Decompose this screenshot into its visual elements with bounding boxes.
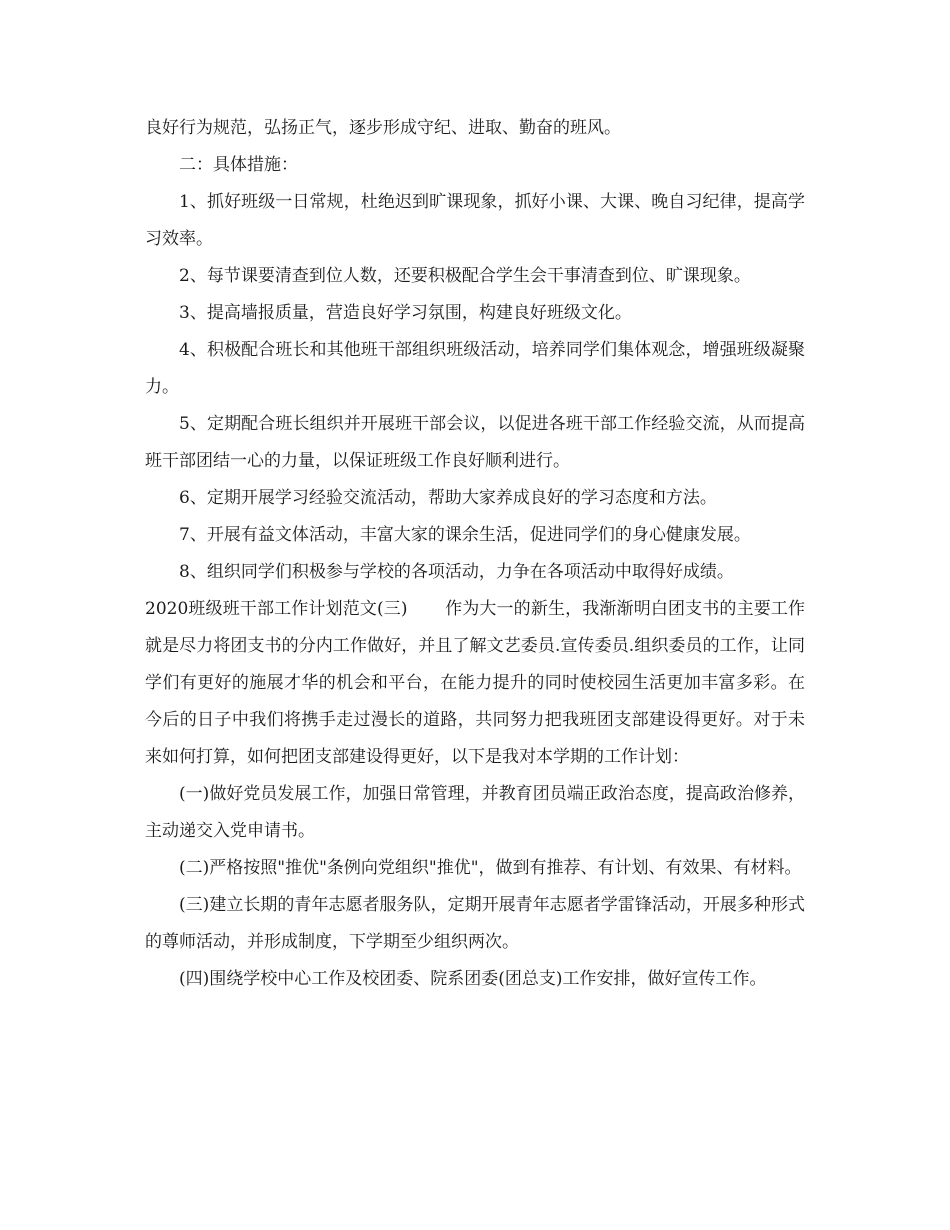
measure-item: 1、抓好班级一日常规，杜绝迟到旷课现象，抓好小课、大课、晚自习纪律，提高学习效率。 [145,192,805,249]
paragraph: 良好行为规范，弘扬正气，逐步形成守纪、进取、勤奋的班风。 [145,118,621,138]
plan-item: (四)围绕学校中心工作及校团委、院系团委(团总支)工作安排，做好宣传工作。 [179,969,767,989]
section-title: 2020班级班干部工作计划范文(三) [145,599,408,619]
document-page [145,110,805,998]
measure-item: 4、积极配合班长和其他班干部组织班级活动，培养同学们集体观念，增强班级凝聚力。 [145,340,805,397]
measure-item: 5、定期配合班长组织并开展班干部会议，以促进各班干部工作经验交流，从而提高班干部团结一心的力量，以保证班级工作良好顺利进行。 [145,414,805,471]
measure-item: 7、开展有益文体活动，丰富大家的课余生活，促进同学们的身心健康发展。 [179,525,751,545]
measure-item: 6、定期开展学习经验交流活动，帮助大家养成良好的学习态度和方法。 [179,488,717,508]
plan-item: (三)建立长期的青年志愿者服务队，定期开展青年志愿者学雷锋活动，开展多种形式的尊师活动，并形成制度，下学期至少组织两次。 [145,895,805,952]
measure-item: 8、组织同学们积极参与学校的各项活动，力争在各项活动中取得好成绩。 [179,562,734,582]
measure-item: 2、每节课要清查到位人数，还要积极配合学生会干事清查到位、旷课现象。 [179,266,751,286]
plan-item: (一)做好党员发展工作，加强日常管理，并教育团员端正政治态度，提高政治修养，主动递交入党申请书。 [145,784,805,841]
measure-item: 3、提高墙报质量，营造良好学习氛围，构建良好班级文化。 [179,303,632,323]
plan-item: (二)严格按照"推优"条例向党组织"推优"，做到有推荐、有计划、有效果、有材料。 [179,858,802,878]
section-intro-text: 作为大一的新生，我渐渐明白团支书的主要工作就是尽力将团支书的分内工作做好，并且了解文艺委员.宣传委员.组织委员的工作，让同学们有更好的施展才华的机会和平台，在能力提升的同时使校园生活更加丰富多彩。在今后的日子中我们将携手走过漫长的道路，共同努力把我班团支部建设得更好。对于未来如何打算，如何把团支部建设得更好，以下是我对本学期的工作计划： [145,599,805,767]
section-heading-measures: 二：具体措施： [179,155,298,175]
section-intro-paragraph [145,591,805,776]
